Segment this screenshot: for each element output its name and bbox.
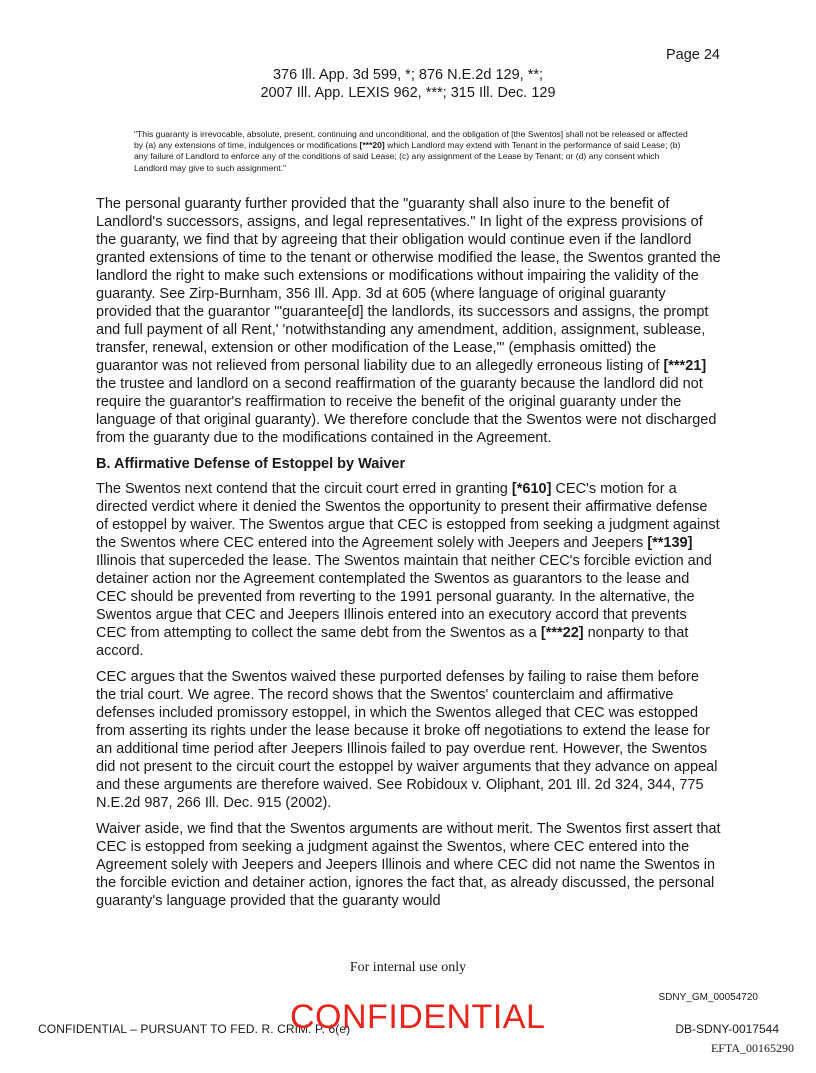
star-page-ref: [*610] bbox=[511, 481, 552, 497]
paragraph-text: the trustee and landlord on a second reaffirmation of the guaranty because the landlord did not require the guarantor's reaffirmation to receive the benefit of the original guaranty under the language of that original guaranty). We therefore conclude that the Swentos were not discharged from the guaranty due to the modifications contained in the Agreement. bbox=[96, 376, 717, 446]
quote-text-part-2: which Landlord may extend with Tenant in the performance of said Lease; (b) any failure of Landlord to enforce any of the conditions of said Lease; (c) any assignment of the Lease by Tenant; or (d) any consent which Landlord may give to such assignment." bbox=[134, 140, 681, 173]
section-heading: B. Affirmative Defense of Estoppel by Waiver bbox=[96, 456, 406, 472]
paragraph-guaranty-analysis bbox=[96, 195, 721, 447]
paragraph-swentos-contention bbox=[96, 480, 721, 660]
bates-number-sdny-gm: SDNY_GM_00054720 bbox=[658, 992, 758, 1003]
confidential-stamp: CONFIDENTIAL bbox=[290, 998, 546, 1036]
paragraph-cec-waiver-argument: CEC argues that the Swentos waived these purported defenses by failing to raise them before the trial court. We agree. The record shows that the Swentos' counterclaim and affirmative defenses included promissory estoppel, in which the Swentos alleged that CEC was estopped from asserting its rights under the lease because it broke off negotiations to extend the lease for an additional time period after Jeepers Illinois failed to pay overdue rent. However, the Swentos did not present to the circuit court the estoppel by waiver arguments that they advance on appeal and these arguments are therefore waived. See Robidoux v. Oliphant, 201 Ill. 2d 324, 344, 775 N.E.2d 987, 266 Ill. Dec. 915 (2002). bbox=[96, 669, 718, 811]
bates-number-db-sdny: DB-SDNY-0017544 bbox=[675, 1022, 779, 1036]
citation-line-2: 2007 Ill. App. LEXIS 962, ***; 315 Ill. Dec. 129 bbox=[260, 85, 556, 101]
opinion-body bbox=[96, 195, 721, 918]
internal-use-notice: For internal use only bbox=[349, 960, 467, 975]
star-page-ref: [***22] bbox=[540, 625, 584, 641]
block-quote bbox=[134, 129, 694, 174]
paragraph-text: The Swentos next contend that the circuit court erred in granting bbox=[96, 481, 512, 497]
paragraph-text: nonparty to that accord. bbox=[96, 625, 689, 659]
star-page-ref: [***21] bbox=[663, 358, 707, 374]
quote-text-part-1: "This guaranty is irrevocable, absolute, present, continuing and unconditional, and the obligation of [the Swentos] shall not be released or affected by (a) any extensions of time, indulgences or modifications bbox=[134, 129, 688, 151]
star-page-ref: [***20] bbox=[359, 140, 385, 151]
star-page-ref: [**139] bbox=[647, 535, 693, 551]
paragraph-waiver-aside: Waiver aside, we find that the Swentos arguments are without merit. The Swentos first assert that CEC is estopped from seeking a judgment against the Swentos, where CEC entered into the Agreement solely with Jeepers and Jeepers Illinois and where CEC did not name the Swentos in the forcible eviction and detainer action, ignores the fact that, as already discussed, the personal guaranty's language provided that the guaranty would bbox=[96, 821, 721, 909]
paragraph-text: CEC's motion for a directed verdict where it denied the Swentos the opportunity to present their affirmative defense of estoppel by waiver. The Swentos argue that CEC is estopped from seeking a judgment against the Swentos where CEC entered into the Agreement solely with Jeepers and Jeepers bbox=[96, 481, 720, 551]
bates-number-efta: EFTA_00165290 bbox=[710, 1041, 794, 1055]
confidential-notice: CONFIDENTIAL – PURSUANT TO FED. R. CRIM. P. 6(e) bbox=[38, 1022, 351, 1036]
case-citation bbox=[0, 66, 816, 102]
paragraph-text: The personal guaranty further provided that the "guaranty shall also inure to the benefit of Landlord's successors, assigns, and legal representatives." In light of the express provisions of the guaranty, we find that by agreeing that their obligation would continue even if the landlord granted extensions of time to the tenant or otherwise modified the lease, the Swentos granted the landlord the right to make such extensions or modifications without impairing the validity of the guaranty. See Zirp-Burnham, 356 Ill. App. 3d at 605 (where language of original guaranty provided that the guarantor '"guarantee[d] the landlords, its successors and assigns, the prompt and full payment of all Rent,' 'notwithstanding any amendment, addition, assignment, sublease, transfer, renewal, extension or other modification of the Lease,"' (emphasis omitted) the guarantor was not relieved from personal liability due to an allegedly erroneous listing of bbox=[96, 196, 721, 374]
page-number: Page 24 bbox=[665, 47, 720, 63]
paragraph-text: Illinois that superceded the lease. The Swentos maintain that neither CEC's forcible eviction and detainer action nor the Agreement contemplated the Swentos as guarantors to the lease and CEC should be prevented from reverting to the 1991 personal guaranty. In the alternative, the Swentos argue that CEC and Jeepers Illinois entered into an executory accord that prevents CEC from attempting to collect the same debt from the Swentos as a bbox=[96, 553, 712, 641]
citation-line-1: 376 Ill. App. 3d 599, *; 876 N.E.2d 129, **; bbox=[272, 67, 544, 83]
